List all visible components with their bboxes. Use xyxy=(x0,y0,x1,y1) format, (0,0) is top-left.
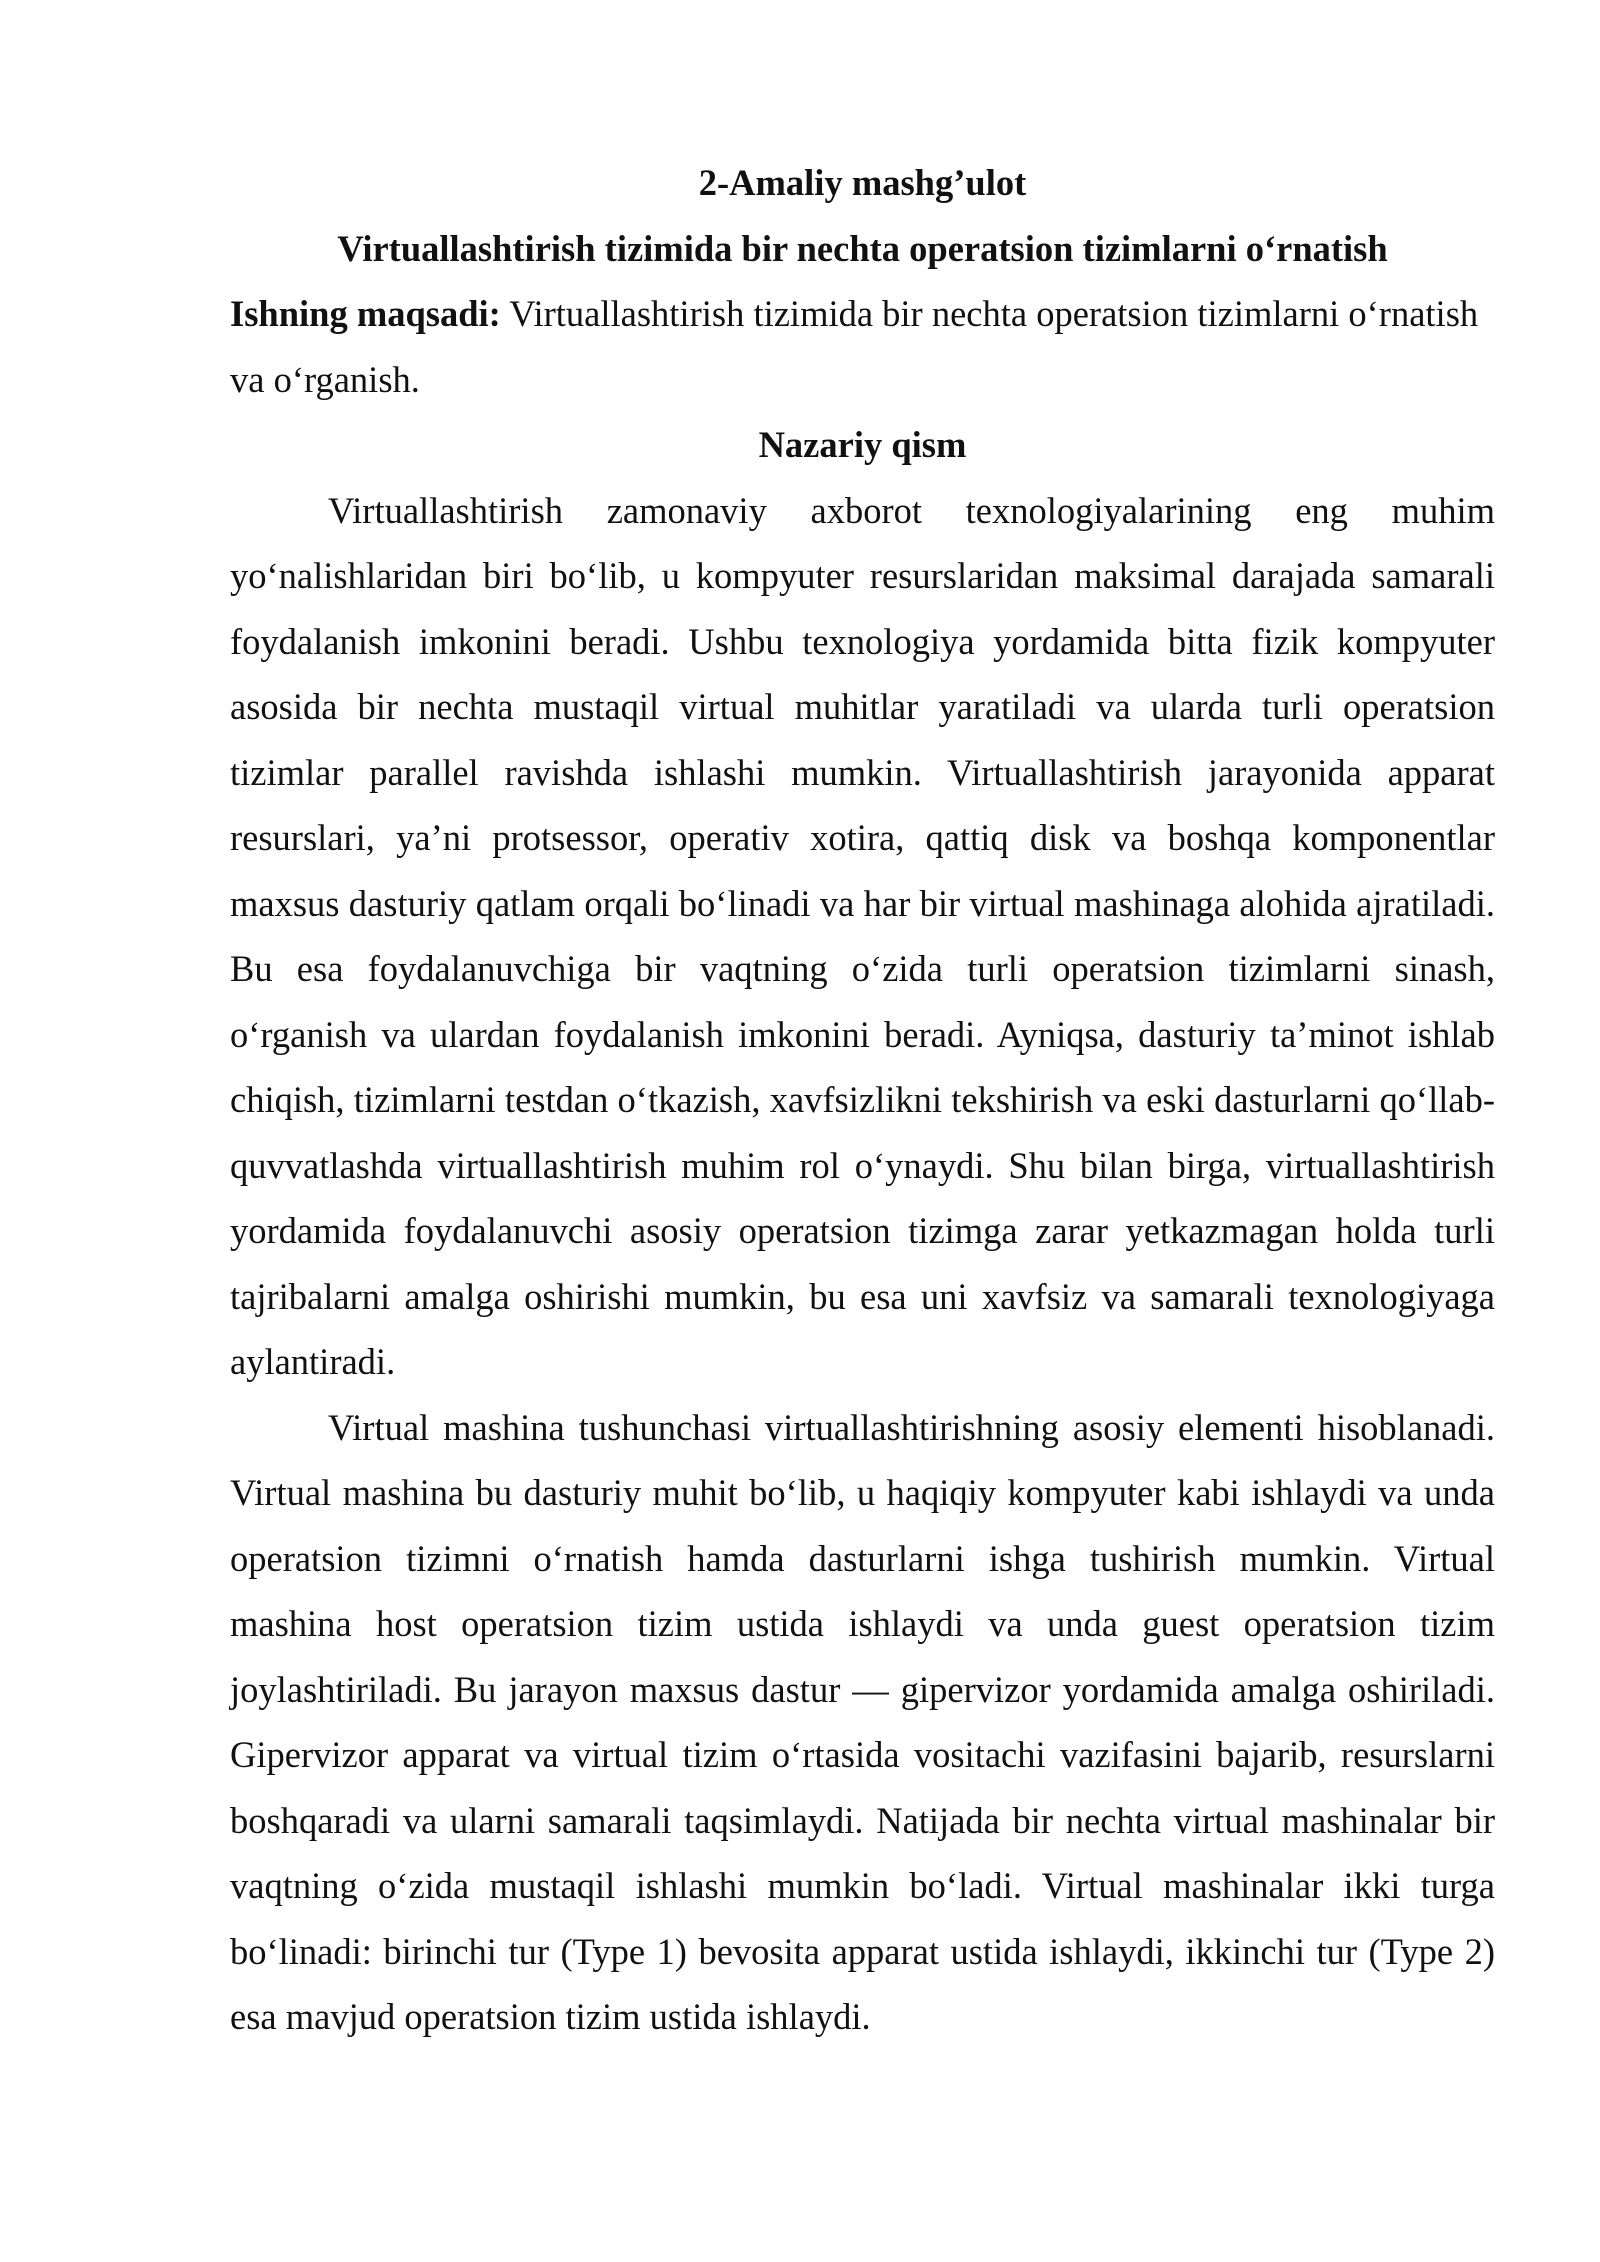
document-subheading: Virtuallashtirish tizimida bir nechta operatsion tizimlarni o‘rnatish xyxy=(337,227,1388,269)
document-page xyxy=(230,150,1495,2050)
body-paragraph: Virtual mashina tushunchasi virtuallashtirishning asosiy elementi hisoblanadi. Virtual mashina bu dasturiy muhit bo‘lib, u haqiqiy kompyuter kabi ishlaydi va unda operatsion tizimni o‘rnatish hamda dasturlarni ishga tushirish mumkin. Virtual mashina host operatsion tizim ustida ishlaydi va unda guest operatsion tizim joylashtiriladi. Bu jarayon maxsus dastur — gipervizor yordamida amalga oshiriladi. Gipervizor apparat va virtual tizim o‘rtasida vositachi vazifasini bajarib, resurslarni boshqaradi va ularni samarali taqsimlaydi. Natijada bir nechta virtual mashinalar bir vaqtning o‘zida mustaqil ishlashi mumkin bo‘ladi. Virtual mashinalar ikki turga bo‘linadi: birinchi tur (Type 1) bevosita apparat ustida ishlaydi, ikkinchi tur (Type 2) esa mavjud operatsion tizim ustida ishlaydi. xyxy=(230,1406,1495,2037)
goal-label: Ishning maqsadi: xyxy=(230,293,501,334)
goal-paragraph xyxy=(230,281,1495,412)
body-paragraph: Virtuallashtirish zamonaviy axborot texnologiyalarining eng muhim yo‘nalishlaridan biri bo‘lib, u kompyuter resurslaridan maksimal darajada samarali foydalanish imkonini beradi. Ushbu texnologiya yordamida bitta fizik kompyuter asosida bir nechta mustaqil virtual muhitlar yaratiladi va ularda turli operatsion tizimlar parallel ravishda ishlashi mumkin. Virtuallashtirish jarayonida apparat resurslari, ya’ni protsessor, operativ xotira, qattiq disk va boshqa komponentlar maxsus dasturiy qatlam orqali bo‘linadi va har bir virtual mashinaga alohida ajratiladi. Bu esa foydalanuvchiga bir vaqtning o‘zida turli operatsion tizimlarni sinash, o‘rganish va ulardan foydalanish imkonini beradi. Ayniqsa, dasturiy ta’minot ishlab chiqish, tizimlarni testdan o‘tkazish, xavfsizlikni tekshirish va eski dasturlarni qo‘llab-quvvatlashda virtuallashtirish muhim rol o‘ynaydi. Shu bilan birga, virtuallashtirish yordamida foydalanuvchi asosiy operatsion tizimga zarar yetkazmagan holda turli tajribalarni amalga oshirishi mumkin, bu esa uni xavfsiz va samarali texnologiyaga aylantiradi. xyxy=(230,489,1495,1382)
document-heading: 2-Amaliy mashg’ulot xyxy=(698,162,1027,203)
goal-text: Virtuallashtirish tizimida bir nechta operatsion tizimlarni o‘rnatish va o‘rganish. xyxy=(230,293,1479,400)
section-title: Nazariy qism xyxy=(758,424,967,465)
